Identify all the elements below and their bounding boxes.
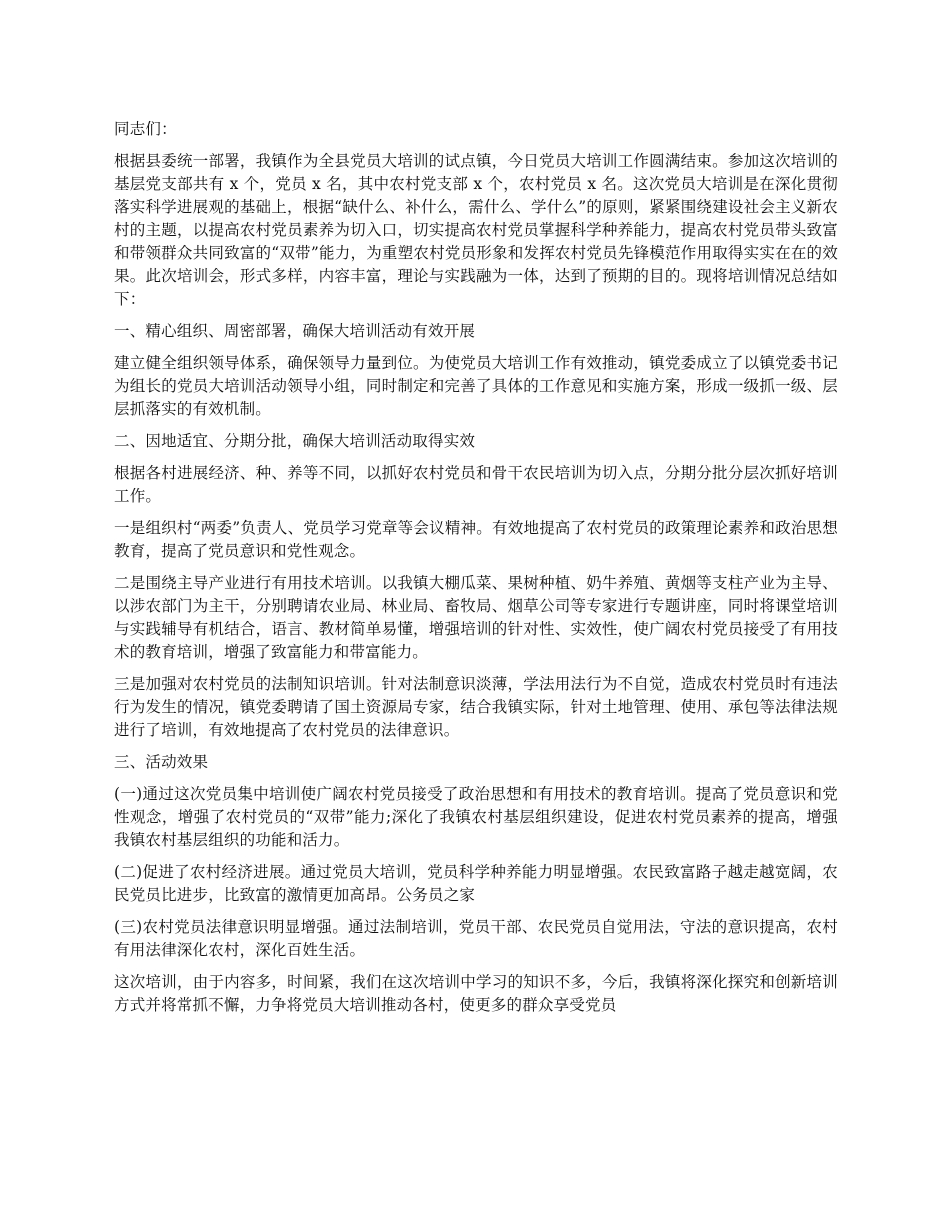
- closing-paragraph: 这次培训，由于内容多，时间紧，我们在这次培训中学习的知识不多，今后，我镇将深化探究和创新培训方式并将常抓不懈，力争将党员大培训推动各村，使更多的群众享受党员: [114, 973, 838, 1014]
- salutation: 同志们：: [114, 120, 177, 138]
- section-1-heading: 一、精心组织、周密部署，确保大培训活动有效开展: [114, 322, 476, 340]
- section-2-item-3: 三是加强对农村党员的法制知识培训。针对法制意识淡薄，学法用法行为不自觉，造成农村党员时有违法行为发生的情况，镇党委聘请了国土资源局专家，结合我镇实际，针对土地管理、使用、承包等法律法规进行了培训，有效地提高了农村党员的法律意识。: [114, 675, 838, 739]
- section-2-paragraph: 根据各村进展经济、种、养等不同，以抓好农村党员和骨干农民培训为切入点，分期分批分层次抓好培训工作。: [114, 464, 838, 505]
- effect-2-paragraph: (二)促进了农村经济进展。通过党员大培训，党员科学种养能力明显增强。农民致富路子越走越宽阔，农民党员比进步，比致富的激情更加高昂。公务员之家: [114, 863, 838, 904]
- section-3-heading: 三、活动效果: [114, 753, 209, 771]
- section-2-item-2: 二是围绕主导产业进行有用技术培训。以我镇大棚瓜菜、果树种植、奶牛养殖、黄烟等支柱产业为主导、以涉农部门为主干，分别聘请农业局、林业局、畜牧局、烟草公司等专家进行专题讲座，同时将课堂培训与实践辅导有机结合，语言、教材简单易懂，增强培训的针对性、实效性，使广阔农村党员接受了有用技术的教育培训，增强了致富能力和带富能力。: [114, 574, 838, 661]
- effect-3-paragraph: (三)农村党员法律意识明显增强。通过法制培训，党员干部、农民党员自觉用法，守法的意识提高，农村有用法律深化农村，深化百姓生活。: [114, 918, 838, 959]
- document-page: [114, 118, 838, 1026]
- section-2-heading: 二、因地适宜、分期分批，确保大培训活动取得实效: [114, 432, 476, 450]
- intro-paragraph: 根据县委统一部署，我镇作为全县党员大培训的试点镇，今日党员大培训工作圆满结束。参加这次培训的基层党支部共有 x 个，党员 x 名，其中农村党支部 x 个，农村党员 x 名。这次党员大培训是在深化贯彻落实科学进展观的基础上，根据“缺什么、补什么，需什么、学什么”的原则，紧紧围绕建设社会主义新农村的主题，以提高农村党员素养为切入口，切实提高农村党员掌握科学种养能力，提高农村党员带头致富和带领群众共同致富的“双带”能力，为重塑农村党员形象和发挥农村党员先锋模范作用取得实实在在的效果。此次培训会，形式多样，内容丰富，理论与实践融为一体，达到了预期的目的。现将培训情况总结如下：: [114, 152, 838, 308]
- section-2-item-1: 一是组织村“两委”负责人、党员学习党章等会议精神。有效地提高了农村党员的政策理论素养和政治思想教育，提高了党员意识和党性观念。: [114, 519, 838, 560]
- effect-1-paragraph: (一)通过这次党员集中培训使广阔农村党员接受了政治思想和有用技术的教育培训。提高了党员意识和党性观念，增强了农村党员的“双带”能力;深化了我镇农村基层组织建设，促进农村党员素养的提高，增强我镇农村基层组织的功能和活力。: [114, 785, 838, 849]
- section-1-paragraph: 建立健全组织领导体系，确保领导力量到位。为使党员大培训工作有效推动，镇党委成立了以镇党委书记为组长的党员大培训活动领导小组，同时制定和完善了具体的工作意见和实施方案，形成一级抓一级、层层抓落实的有效机制。: [114, 354, 838, 418]
